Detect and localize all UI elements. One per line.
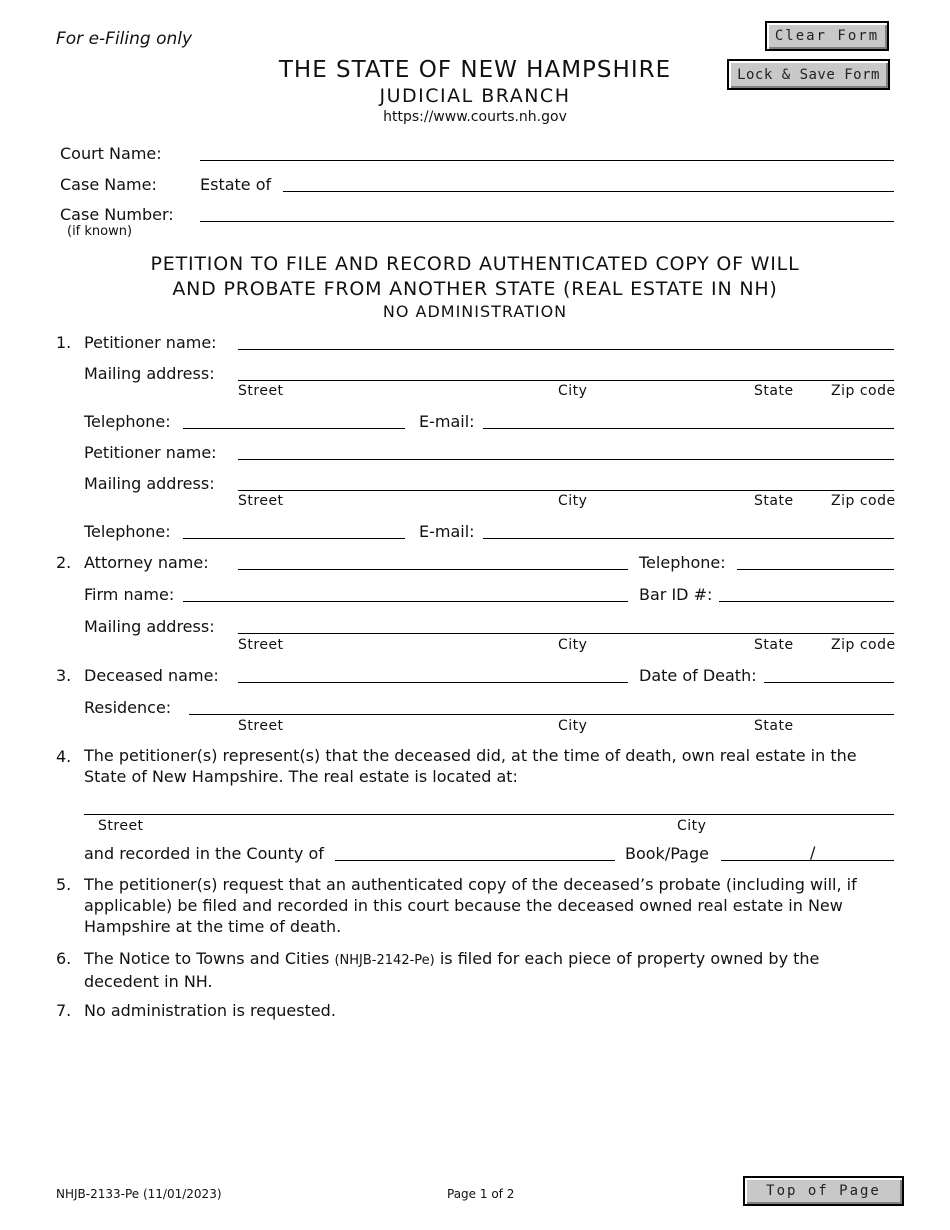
petitioner2-name-field[interactable] [238, 459, 894, 460]
attorney-telephone-label: Telephone: [639, 553, 726, 572]
attorney-name-field[interactable] [238, 569, 628, 570]
bar-id-label: Bar ID #: [639, 585, 713, 604]
deceased-name-label: Deceased name: [84, 666, 219, 685]
estate-of-label: Estate of [200, 175, 272, 194]
clear-form-button[interactable]: Clear Form [765, 21, 889, 51]
petitioner2-address-field[interactable] [238, 490, 894, 491]
lock-save-form-button[interactable]: Lock & Save Form [727, 59, 890, 90]
petition-title-line2: AND PROBATE FROM ANOTHER STATE (REAL ESTATE IN NH) [172, 278, 778, 300]
item-number-3: 3. [56, 666, 72, 685]
item6-text-b: is filed for each piece of property owned by the decedent in NH. [84, 949, 820, 991]
state-caption: State [754, 383, 794, 399]
petitioner2-name-label: Petitioner name: [84, 443, 217, 462]
item-number-5: 5. [56, 875, 72, 894]
residence-label: Residence: [84, 698, 172, 717]
petitioner2-email-field[interactable] [483, 538, 894, 539]
if-known-note: (if known) [67, 224, 133, 239]
item-number-2: 2. [56, 553, 72, 572]
item6-text [84, 948, 884, 992]
petition-subtitle: NO ADMINISTRATION [382, 302, 568, 321]
court-url: https://www.courts.nh.gov [383, 109, 567, 125]
deceased-name-field[interactable] [238, 682, 628, 683]
city-caption: City [558, 493, 588, 509]
state-caption: State [754, 637, 794, 653]
state-caption: State [754, 493, 794, 509]
city-caption: City [558, 383, 588, 399]
page-number: Page 1 of 2 [447, 1187, 515, 1201]
state-caption: State [754, 718, 794, 734]
case-name-field[interactable] [283, 191, 894, 192]
petitioner1-email-field[interactable] [483, 428, 894, 429]
petitioner1-telephone-field[interactable] [183, 428, 405, 429]
item-number-6: 6. [56, 949, 72, 968]
street-caption: Street [238, 718, 284, 734]
case-number-label: Case Number: [60, 205, 174, 224]
efiling-note: For e-Filing only [56, 29, 193, 49]
bar-id-field[interactable] [719, 601, 894, 602]
book-page-field[interactable] [721, 860, 894, 861]
petitioner2-email-label: E-mail: [419, 522, 475, 541]
petition-title-line1: PETITION TO FILE AND RECORD AUTHENTICATED COPY OF WILL [150, 253, 800, 275]
item-number-1: 1. [56, 333, 72, 352]
petitioner1-email-label: E-mail: [419, 412, 475, 431]
street-caption: Street [238, 383, 284, 399]
city-caption: City [558, 637, 588, 653]
zip-caption: Zip code [831, 637, 896, 653]
petitioner2-address-label: Mailing address: [84, 474, 215, 493]
attorney-name-label: Attorney name: [84, 553, 209, 572]
form-id: NHJB-2133-Pe (11/01/2023) [56, 1187, 222, 1201]
city-caption: City [677, 818, 707, 834]
petitioner1-name-label: Petitioner name: [84, 333, 217, 352]
residence-field[interactable] [189, 714, 894, 715]
firm-name-field[interactable] [183, 601, 628, 602]
real-estate-location-field[interactable] [84, 814, 894, 815]
item-number-7: 7. [56, 1001, 72, 1020]
street-caption: Street [238, 637, 284, 653]
court-name-field[interactable] [200, 160, 894, 161]
book-page-label: Book/Page [625, 844, 709, 863]
street-caption: Street [238, 493, 284, 509]
court-name-label: Court Name: [60, 144, 162, 163]
item6-text-a: The Notice to Towns and Cities [84, 949, 330, 968]
date-of-death-field[interactable] [764, 682, 894, 683]
firm-name-label: Firm name: [84, 585, 175, 604]
recorded-county-label: and recorded in the County of [84, 844, 324, 863]
petitioner1-address-label: Mailing address: [84, 364, 215, 383]
petitioner2-telephone-label: Telephone: [84, 522, 171, 541]
county-field[interactable] [335, 860, 615, 861]
petitioner1-name-field[interactable] [238, 349, 894, 350]
attorney-address-label: Mailing address: [84, 617, 215, 636]
item5-text: The petitioner(s) request that an authenticated copy of the deceased’s probate (including will, if applicable) be filed and recorded in this court because the deceased owned real estate in New Hampshire at the time of death. [84, 875, 857, 936]
attorney-address-field[interactable] [238, 633, 894, 634]
street-caption: Street [98, 818, 144, 834]
petitioner2-telephone-field[interactable] [183, 538, 405, 539]
state-heading: THE STATE OF NEW HAMPSHIRE [278, 57, 672, 83]
zip-caption: Zip code [831, 383, 896, 399]
item7-text: No administration is requested. [84, 1001, 336, 1020]
attorney-telephone-field[interactable] [737, 569, 894, 570]
case-number-field[interactable] [200, 221, 894, 222]
item4-text: The petitioner(s) represent(s) that the deceased did, at the time of death, own real estate in the State of New Hampshire. The real estate is located at: [84, 746, 857, 786]
petitioner1-telephone-label: Telephone: [84, 412, 171, 431]
date-of-death-label: Date of Death: [639, 666, 757, 685]
branch-heading: JUDICIAL BRANCH [379, 85, 571, 107]
notice-form-reference: (NHJB-2142-Pe) [334, 953, 435, 968]
book-page-separator: / [810, 843, 816, 862]
case-name-label: Case Name: [60, 175, 157, 194]
city-caption: City [558, 718, 588, 734]
top-of-page-button[interactable]: Top of Page [743, 1176, 904, 1206]
zip-caption: Zip code [831, 493, 896, 509]
petitioner1-address-field[interactable] [238, 380, 894, 381]
item-number-4: 4. [56, 747, 72, 766]
